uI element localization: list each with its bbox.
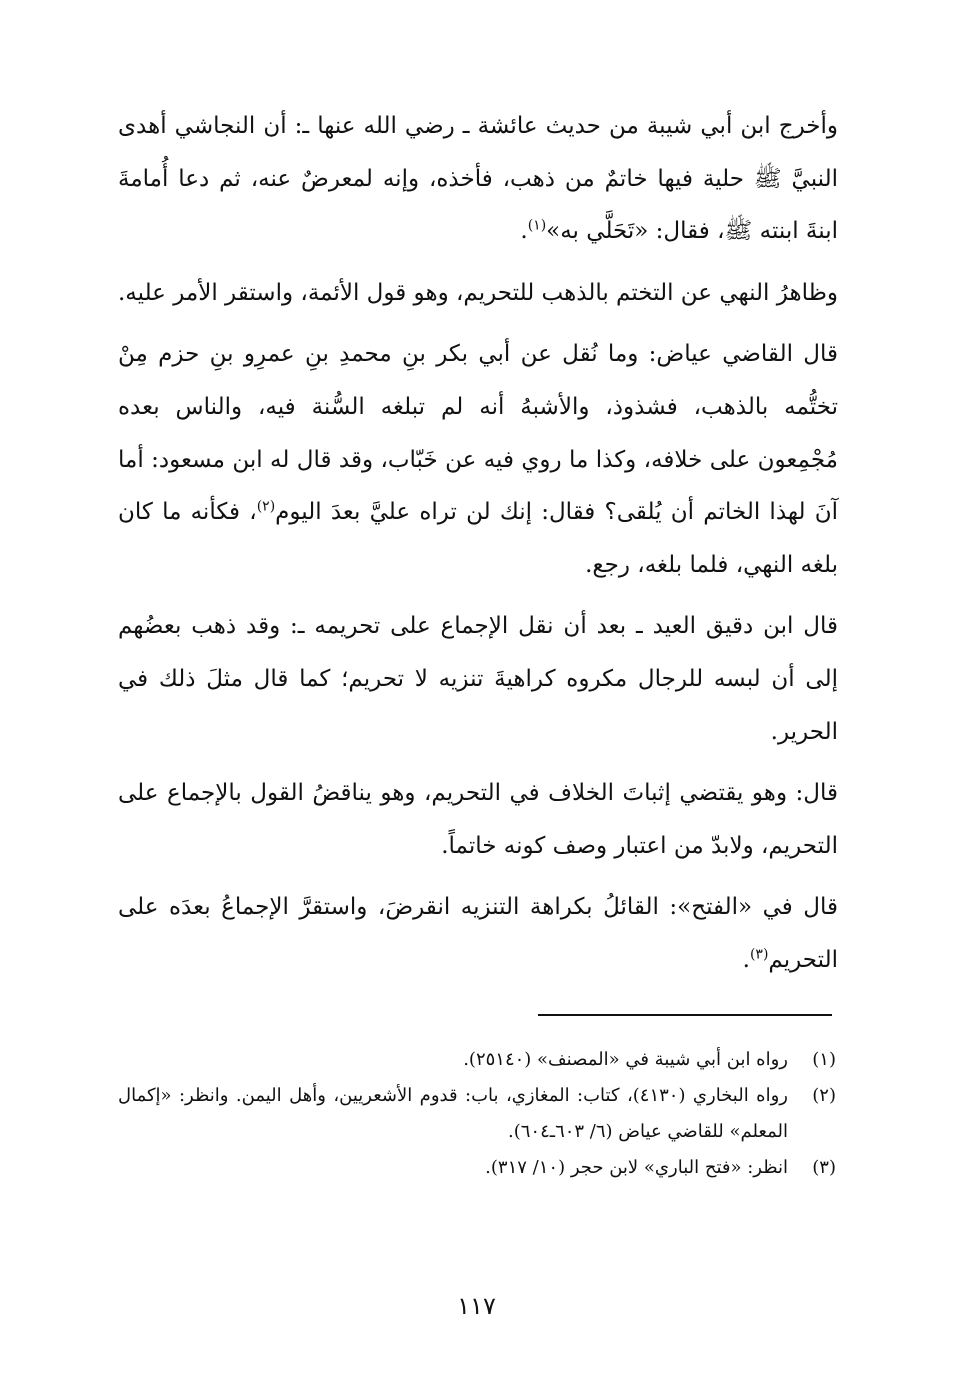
paragraph-tail: ، فكأنه ما كان بلغه النهي، فلما بلغه، رجع. <box>118 499 838 578</box>
footnote-reference[interactable]: (٣) <box>749 946 769 963</box>
paragraph-text: قال: وهو يقتضي إثباتَ الخلاف في التحريم، وهو يناقضُ القول بالإجماع على التحريم، ولابدّ من اعتبار وصف كونه خاتماً. <box>118 780 838 859</box>
paragraph <box>118 328 838 591</box>
paragraph <box>118 767 838 872</box>
footnote <box>118 1150 836 1186</box>
footnote-reference[interactable]: (١) <box>527 217 547 234</box>
paragraph-text: وأخرج ابن أبي شيبة من حديث عائشة ـ رضي الله عنها ـ: أن النجاشي أهدى النبيَّ ﷺ حلية فيها خاتمٌ من ذهب، فأخذه، وإنه لمعرضٌ عنه، ثم دعا أُمامةَ ابنةَ ابنته ﷺ، فقال: «تَحَلَّي به» <box>118 113 838 245</box>
paragraph-text: قال في «الفتح»: القائلُ بكراهة التنزيه انقرضَ، واستقرَّ الإجماعُ بعدَه على التحريم <box>118 894 838 973</box>
paragraph <box>118 881 838 986</box>
footnote-text: رواه البخاري (٤١٣٠)، كتاب: المغازي، باب: قدوم الأشعريين، وأهل اليمن. وانظر: «إكمال المعلم» للقاضي عياض (٦/ ٦٠٣ـ٦٠٤). <box>118 1085 788 1142</box>
paragraph <box>118 100 838 258</box>
footnote-number: (٢) <box>812 1085 836 1106</box>
footnote-reference[interactable]: (٢) <box>256 498 276 515</box>
footnotes <box>118 1042 836 1186</box>
paragraph-text: قال القاضي عياض: وما نُقل عن أبي بكر بنِ محمدِ بنِ عمرِو بنِ حزم مِنْ تختُّمه بالذهب، فشذوذ، والأشبهُ أنه لم تبلغه السُّنة فيه، والناس بعده مُجْمِعون على خلافه، وكذا ما روي فيه عن خَبّاب، وقد قال له ابن مسعود: أما آنَ لهذا الخاتم أن يُلقى؟ فقال: إنك لن تراه عليَّ بعدَ اليوم <box>118 341 839 526</box>
main-text <box>118 100 838 996</box>
footnote-text: انظر: «فتح الباري» لابن حجر (١٠/ ٣١٧). <box>485 1157 788 1178</box>
paragraph <box>118 267 838 320</box>
page-number: ١١٧ <box>457 1292 496 1320</box>
paragraph <box>118 600 838 758</box>
paragraph-text: قال ابن دقيق العيد ـ بعد أن نقل الإجماع على تحريمه ـ: وقد ذهب بعضُهم إلى أن لبسه للرجال مكروه كراهيةَ تنزيه لا تحريم؛ كما قال مثلَ ذلك في الحرير. <box>118 613 838 745</box>
paragraph-tail: . <box>520 218 528 245</box>
footnote-separator <box>538 1014 832 1016</box>
footnote <box>118 1042 836 1078</box>
footnote-number: (٣) <box>812 1157 836 1178</box>
paragraph-tail: . <box>742 946 750 973</box>
footnote-number: (١) <box>812 1049 836 1070</box>
footnote <box>118 1078 836 1150</box>
paragraph-text: وظاهرُ النهي عن التختم بالذهب للتحريم، وهو قول الأئمة، واستقر الأمر عليه. <box>117 279 838 306</box>
footnote-text: رواه ابن أبي شيبة في «المصنف» (٢٥١٤٠). <box>463 1049 788 1070</box>
